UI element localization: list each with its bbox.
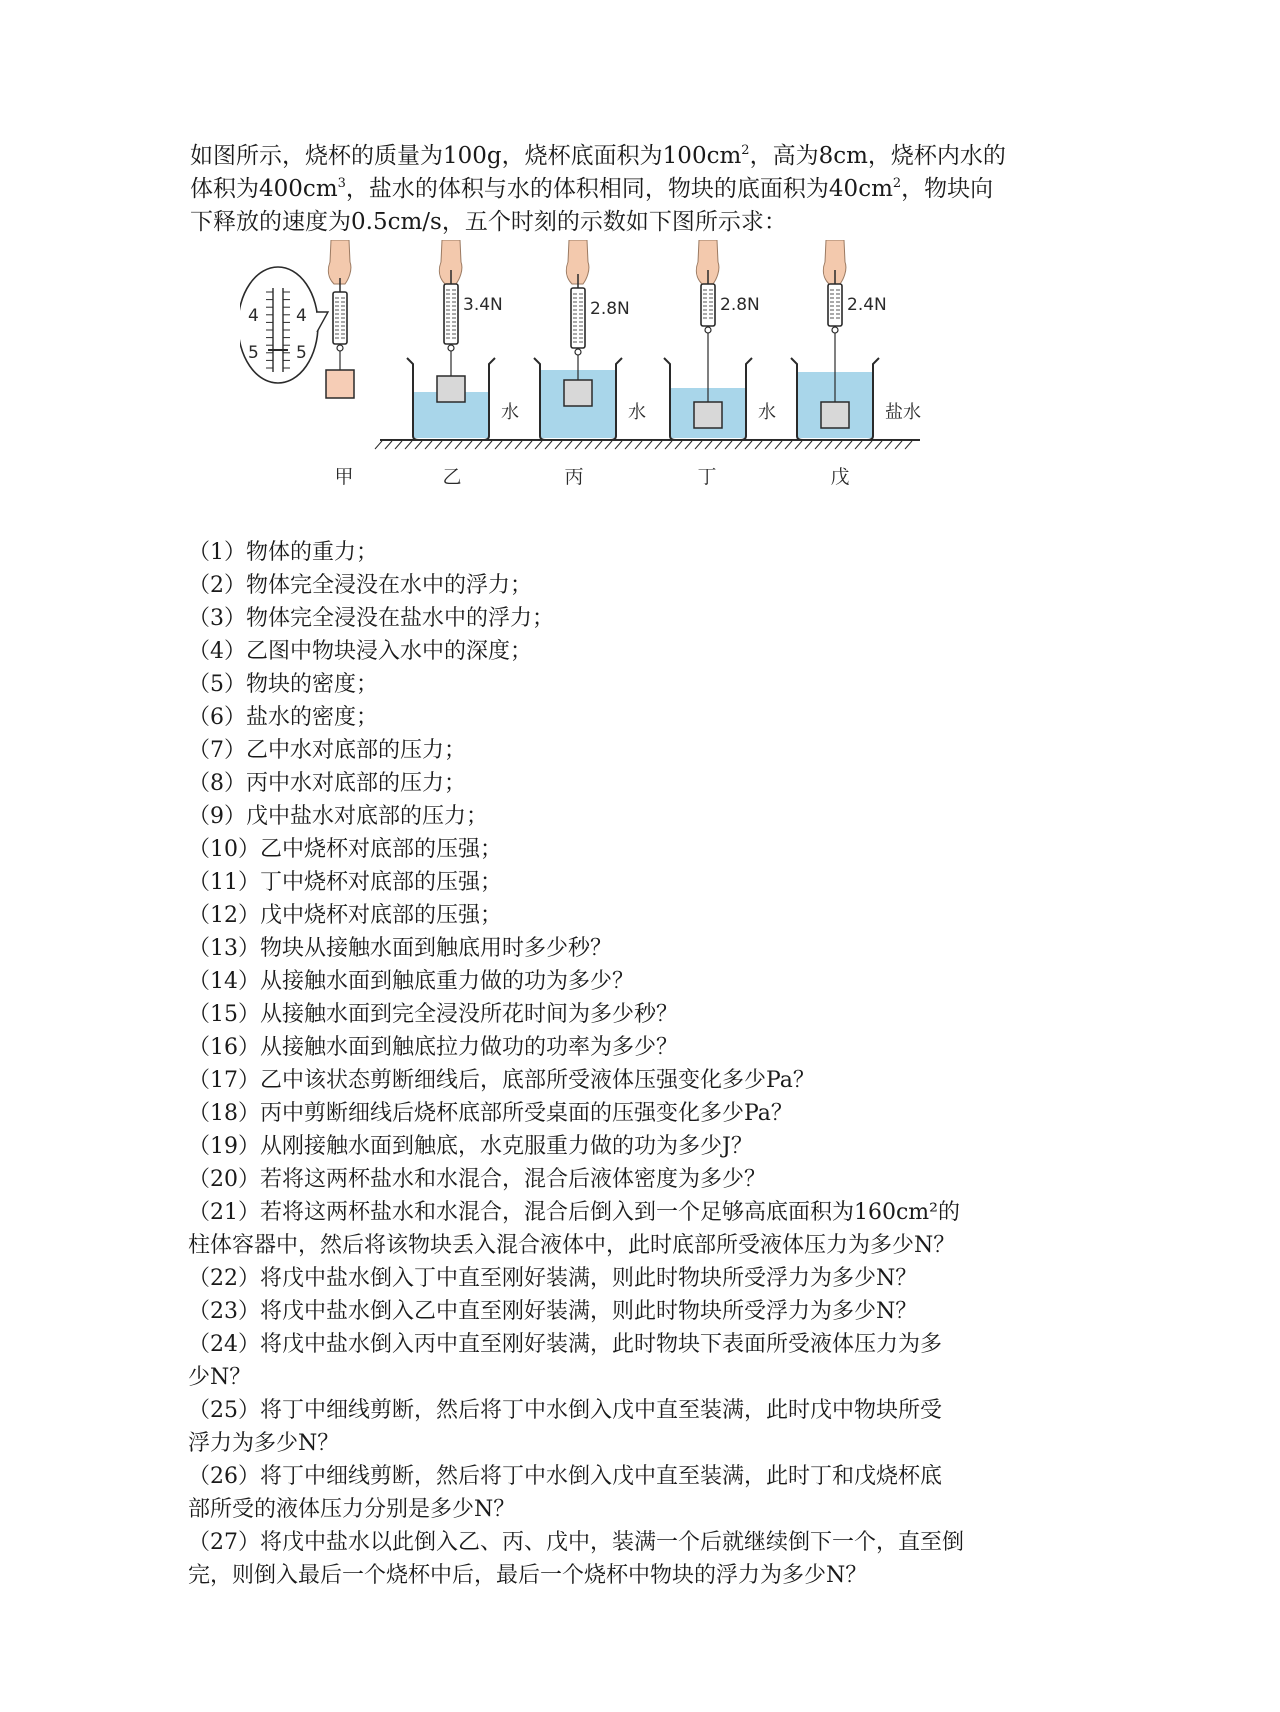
ground-hatch <box>745 441 752 449</box>
question-item: （14）从接触水面到触底重力做的功为多少？ <box>188 969 634 994</box>
question-item: （4）乙图中物块浸入水中的深度； <box>188 639 532 664</box>
scale-label: 4 <box>248 306 259 326</box>
question-item: （13）物块从接触水面到触底用时多少秒？ <box>188 936 612 961</box>
question-item: （24）将戊中盐水倒入丙中直至刚好装满，此时物块下表面所受液体压力为多 <box>188 1332 942 1357</box>
ground-hatch <box>515 441 522 449</box>
ground-hatch <box>495 441 502 449</box>
ground-hatch <box>755 441 762 449</box>
magnifier-pointer <box>316 312 328 332</box>
ground-hatch <box>555 441 562 449</box>
scale-label: 5 <box>248 343 259 363</box>
ground-hatch <box>455 441 462 449</box>
ground-hatch <box>845 441 852 449</box>
ground-hatch <box>725 441 732 449</box>
ground-hatch <box>465 441 472 449</box>
ground-hatch <box>675 441 682 449</box>
intro-line: 下释放的速度为0.5cm/s，五个时刻的示数如下图所示求： <box>190 209 787 235</box>
ground-hatch <box>385 441 392 449</box>
question-item: （19）从刚接触水面到触底，水克服重力做的功为多少J？ <box>188 1134 753 1159</box>
ground-hatch <box>885 441 892 449</box>
block <box>437 376 465 402</box>
ground-hatch <box>765 441 772 449</box>
block <box>821 402 849 428</box>
panel-label: 甲 <box>334 466 354 488</box>
question-item: （9）戊中盐水对底部的压力； <box>188 804 488 829</box>
ground-hatch <box>735 441 742 449</box>
ground-hatch <box>525 441 532 449</box>
ground-hatch <box>715 441 722 449</box>
ground-hatch <box>865 441 872 449</box>
ground-hatch <box>635 441 642 449</box>
question-item: （16）从接触水面到触底拉力做功的功率为多少？ <box>188 1035 678 1060</box>
ground-hatch <box>505 441 512 449</box>
ground-hatch <box>795 441 802 449</box>
block <box>564 380 592 406</box>
question-item: （15）从接触水面到完全浸没所花时间为多少秒？ <box>188 1002 678 1027</box>
ground-hatch <box>545 441 552 449</box>
question-item: （11）丁中烧杯对底部的压强； <box>188 870 502 895</box>
panel-label: 乙 <box>442 466 462 488</box>
block <box>694 402 722 428</box>
question-item-continuation: 完，则倒入最后一个烧杯中后，最后一个烧杯中物块的浮力为多少N？ <box>188 1563 868 1588</box>
panel-label: 戊 <box>830 466 850 488</box>
question-item-continuation: 部所受的液体压力分别是多少N？ <box>188 1497 516 1522</box>
ground-hatch <box>855 441 862 449</box>
ground-hatch <box>875 441 882 449</box>
question-item: （20）若将这两杯盐水和水混合，混合后液体密度为多少？ <box>188 1167 766 1192</box>
question-item: （2）物体完全浸没在水中的浮力； <box>188 573 532 598</box>
question-item: （27）将戊中盐水以此倒入乙、丙、戊中，装满一个后就继续倒下一个，直至倒 <box>188 1530 964 1555</box>
question-item-continuation: 柱体容器中，然后将该物块丢入混合液体中，此时底部所受液体压力为多少N？ <box>188 1233 956 1258</box>
ground-hatch <box>655 441 662 449</box>
ground-hatch <box>835 441 842 449</box>
ground-hatch <box>815 441 822 449</box>
question-item: （26）将丁中细线剪断，然后将丁中水倒入戊中直至装满，此时丁和戊烧杯底 <box>188 1464 942 1489</box>
question-item: （22）将戊中盐水倒入丁中直至刚好装满，则此时物块所受浮力为多少N？ <box>188 1266 918 1291</box>
question-item: （3）物体完全浸没在盐水中的浮力； <box>188 606 554 631</box>
ground-hatch <box>805 441 812 449</box>
ground-hatch <box>645 441 652 449</box>
question-item: （7）乙中水对底部的压力； <box>188 738 466 763</box>
ground-hatch <box>375 441 382 449</box>
question-item: （21）若将这两杯盐水和水混合，混合后倒入到一个足够高底面积为160cm²的 <box>188 1200 960 1225</box>
balance-ring <box>705 327 711 333</box>
balance-reading: 3.4N <box>463 295 503 315</box>
ground-hatch <box>565 441 572 449</box>
ground-hatch <box>415 441 422 449</box>
liquid-label: 水 <box>758 402 776 423</box>
liquid-label: 水 <box>501 402 519 423</box>
question-item: （10）乙中烧杯对底部的压强； <box>188 837 502 862</box>
question-item: （12）戊中烧杯对底部的压强； <box>188 903 502 928</box>
ground-hatch <box>535 441 542 449</box>
ground-hatch <box>625 441 632 449</box>
scale-label: 5 <box>296 343 307 363</box>
block <box>326 370 354 398</box>
balance-reading: 2.8N <box>590 299 630 319</box>
question-item: （8）丙中水对底部的压力； <box>188 771 466 796</box>
ground-hatch <box>575 441 582 449</box>
balance-ring <box>575 349 581 355</box>
ground-hatch <box>485 441 492 449</box>
balance-ring <box>832 327 838 333</box>
ground-hatch <box>905 441 912 449</box>
ground-hatch <box>435 441 442 449</box>
balance-reading: 2.4N <box>847 295 887 315</box>
ground-hatch <box>895 441 902 449</box>
scale-label: 4 <box>296 306 307 326</box>
ground-hatch <box>585 441 592 449</box>
hand-icon <box>328 240 351 284</box>
liquid-label: 盐水 <box>885 402 921 423</box>
question-item: （17）乙中该状态剪断细线后，底部所受液体压强变化多少Pa？ <box>188 1068 815 1093</box>
ground-hatch <box>685 441 692 449</box>
ground-hatch <box>665 441 672 449</box>
experiment-figure <box>240 240 1020 540</box>
question-item: （25）将丁中细线剪断，然后将丁中水倒入戊中直至装满，此时戊中物块所受 <box>188 1398 942 1423</box>
question-item: （18）丙中剪断细线后烧杯底部所受桌面的压强变化多少Pa？ <box>188 1101 793 1126</box>
ground-hatch <box>695 441 702 449</box>
ground-hatch <box>405 441 412 449</box>
intro-line: 体积为$400cm^3$，盐水的体积与水的体积相同，物块的底面积为$40cm^2$，物块向 <box>190 176 994 202</box>
question-item: （6）盐水的密度； <box>188 705 378 730</box>
ground-hatch <box>605 441 612 449</box>
liquid-label: 水 <box>628 402 646 423</box>
question-item: （1）物体的重力； <box>188 540 378 565</box>
question-item-continuation: 浮力为多少N？ <box>188 1431 340 1456</box>
balance-ring <box>448 345 454 351</box>
question-item-continuation: 少N？ <box>188 1365 252 1390</box>
ground-hatch <box>395 441 402 449</box>
balance-reading: 2.8N <box>720 295 760 315</box>
ground-hatch <box>785 441 792 449</box>
balance-ring <box>337 345 343 351</box>
panel-label: 丁 <box>697 466 717 488</box>
ground-hatch <box>595 441 602 449</box>
question-item: （23）将戊中盐水倒入乙中直至刚好装满，则此时物块所受浮力为多少N？ <box>188 1299 918 1324</box>
question-list <box>188 536 1068 1592</box>
ground-hatch <box>475 441 482 449</box>
panel-label: 丙 <box>564 466 584 488</box>
ground-hatch <box>825 441 832 449</box>
ground-hatch <box>775 441 782 449</box>
ground-hatch <box>425 441 432 449</box>
problem-intro <box>190 140 1070 239</box>
question-item: （5）物块的密度； <box>188 672 378 697</box>
ground-hatch <box>445 441 452 449</box>
ground-hatch <box>615 441 622 449</box>
ground-hatch <box>705 441 712 449</box>
intro-line: 如图所示，烧杯的质量为100g，烧杯底面积为$100cm^2$，高为8cm，烧杯内水的 <box>190 143 1006 169</box>
